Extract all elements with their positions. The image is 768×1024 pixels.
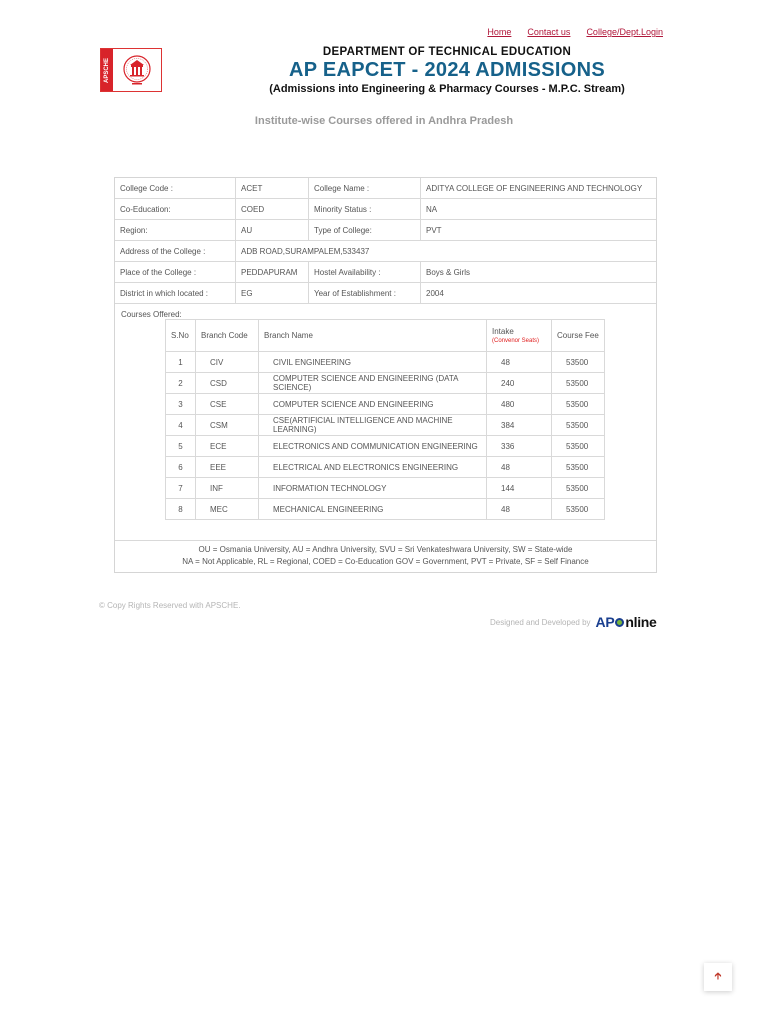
page-title: Institute-wise Courses offered in Andhra Pradesh <box>254 115 514 127</box>
course-branch-name: MECHANICAL ENGINEERING <box>259 499 487 520</box>
logo-band-text: APSCHE <box>101 49 113 91</box>
course-branch-code: MEC <box>196 499 259 520</box>
college-name-value: ADITYA COLLEGE OF ENGINEERING AND TECHNOLOGY <box>421 178 657 199</box>
course-sno: 5 <box>166 436 196 457</box>
legend-line-1: OU = Osmania University, AU = Andhra University, SVU = Sri Venkateshwara University, SW = State-wide <box>198 545 573 554</box>
course-fee: 53500 <box>552 373 605 394</box>
college-details-panel <box>114 177 657 573</box>
course-sno: 4 <box>166 415 196 436</box>
course-branch-code: CSD <box>196 373 259 394</box>
info-row <box>115 199 656 220</box>
coed-label: Co-Education: <box>115 199 236 220</box>
aponline-o-icon <box>615 618 624 627</box>
course-fee: 53500 <box>552 457 605 478</box>
course-branch-code: EEE <box>196 457 259 478</box>
region-label: Region: <box>115 220 236 241</box>
course-branch-code: CIV <box>196 352 259 373</box>
home-link[interactable]: Home <box>487 27 512 37</box>
course-fee: 53500 <box>552 478 605 499</box>
intake-header-label: Intake <box>492 327 514 336</box>
copyright-text: © Copy Rights Reserved with APSCHE. <box>99 601 241 610</box>
course-row <box>166 394 605 415</box>
abbreviation-legend <box>115 540 656 572</box>
admissions-subtitle: (Admissions into Engineering & Pharmacy Courses - M.P.C. Stream) <box>269 83 625 95</box>
convenor-seats-note: (Convenor Seats) <box>492 338 540 344</box>
course-row <box>166 478 605 499</box>
aponline-logo[interactable]: AP nline <box>595 614 657 630</box>
type-label: Type of College: <box>309 220 421 241</box>
admissions-title: AP EAPCET - 2024 ADMISSIONS <box>289 59 605 81</box>
college-info-table <box>115 178 656 304</box>
info-row <box>115 220 656 241</box>
course-fee: 53500 <box>552 415 605 436</box>
course-intake: 384 <box>487 415 552 436</box>
college-code-label: College Code : <box>115 178 236 199</box>
course-intake: 336 <box>487 436 552 457</box>
course-fee: 53500 <box>552 352 605 373</box>
course-branch-name: ELECTRICAL AND ELECTRONICS ENGINEERING <box>259 457 487 478</box>
course-fee: 53500 <box>552 436 605 457</box>
emblem-icon <box>113 49 161 91</box>
course-intake: 48 <box>487 457 552 478</box>
type-value: PVT <box>421 220 657 241</box>
course-branch-name: ELECTRONICS AND COMMUNICATION ENGINEERING <box>259 436 487 457</box>
hostel-value: Boys & Girls <box>421 262 657 283</box>
minority-value: NA <box>421 199 657 220</box>
year-value: 2004 <box>421 283 657 304</box>
course-sno: 8 <box>166 499 196 520</box>
course-intake: 144 <box>487 478 552 499</box>
coed-value: COED <box>236 199 309 220</box>
course-row <box>166 373 605 394</box>
page-header <box>100 46 670 98</box>
course-row <box>166 499 605 520</box>
contact-link[interactable]: Contact us <box>527 27 571 37</box>
legend-line-2: NA = Not Applicable, RL = Regional, COED = Co-Education GOV = Government, PVT = Private, SF = Self Finance <box>182 557 589 566</box>
info-row <box>115 262 656 283</box>
scroll-to-top-button[interactable] <box>704 963 732 991</box>
col-branch-code: Branch Code <box>196 320 259 352</box>
course-branch-code: ECE <box>196 436 259 457</box>
department-title: DEPARTMENT OF TECHNICAL EDUCATION <box>322 46 572 58</box>
course-fee: 53500 <box>552 394 605 415</box>
course-branch-code: CSE <box>196 394 259 415</box>
minority-label: Minority Status : <box>309 199 421 220</box>
hostel-label: Hostel Availability : <box>309 262 421 283</box>
course-intake: 240 <box>487 373 552 394</box>
course-branch-code: INF <box>196 478 259 499</box>
apsche-logo <box>100 48 162 92</box>
course-row <box>166 457 605 478</box>
college-name-label: College Name : <box>309 178 421 199</box>
place-label: Place of the College : <box>115 262 236 283</box>
top-navigation <box>487 27 663 37</box>
course-row <box>166 436 605 457</box>
col-course-fee: Course Fee <box>552 320 605 352</box>
course-intake: 48 <box>487 499 552 520</box>
info-row <box>115 178 656 199</box>
col-intake <box>487 320 552 352</box>
address-value: ADB ROAD,SURAMPALEM,533437 <box>236 241 657 262</box>
course-row <box>166 415 605 436</box>
col-sno: S.No <box>166 320 196 352</box>
info-row <box>115 283 656 304</box>
region-value: AU <box>236 220 309 241</box>
course-branch-code: CSM <box>196 415 259 436</box>
course-sno: 3 <box>166 394 196 415</box>
header-title-block <box>246 46 648 95</box>
arrow-up-icon: 🡱 <box>714 970 722 982</box>
college-code-value: ACET <box>236 178 309 199</box>
year-label: Year of Establishment : <box>309 283 421 304</box>
district-value: EG <box>236 283 309 304</box>
course-intake: 48 <box>487 352 552 373</box>
info-row <box>115 241 656 262</box>
course-branch-name: COMPUTER SCIENCE AND ENGINEERING <box>259 394 487 415</box>
course-branch-name: CSE(ARTIFICIAL INTELLIGENCE AND MACHINE LEARNING) <box>259 415 487 436</box>
district-label: District in which located : <box>115 283 236 304</box>
course-sno: 7 <box>166 478 196 499</box>
course-sno: 6 <box>166 457 196 478</box>
courses-offered-label: Courses Offered: <box>121 310 182 319</box>
courses-table <box>165 319 605 520</box>
course-fee: 53500 <box>552 499 605 520</box>
designed-by-text: Designed and Developed by <box>490 617 591 627</box>
course-sno: 1 <box>166 352 196 373</box>
course-branch-name: INFORMATION TECHNOLOGY <box>259 478 487 499</box>
place-value: PEDDAPURAM <box>236 262 309 283</box>
developer-credit <box>490 614 657 630</box>
address-label: Address of the College : <box>115 241 236 262</box>
course-branch-name: COMPUTER SCIENCE AND ENGINEERING (DATA SCIENCE) <box>259 373 487 394</box>
courses-header-row <box>166 320 605 352</box>
course-intake: 480 <box>487 394 552 415</box>
college-login-link[interactable]: College/Dept.Login <box>586 27 663 37</box>
course-sno: 2 <box>166 373 196 394</box>
col-branch-name: Branch Name <box>259 320 487 352</box>
course-row <box>166 352 605 373</box>
course-branch-name: CIVIL ENGINEERING <box>259 352 487 373</box>
